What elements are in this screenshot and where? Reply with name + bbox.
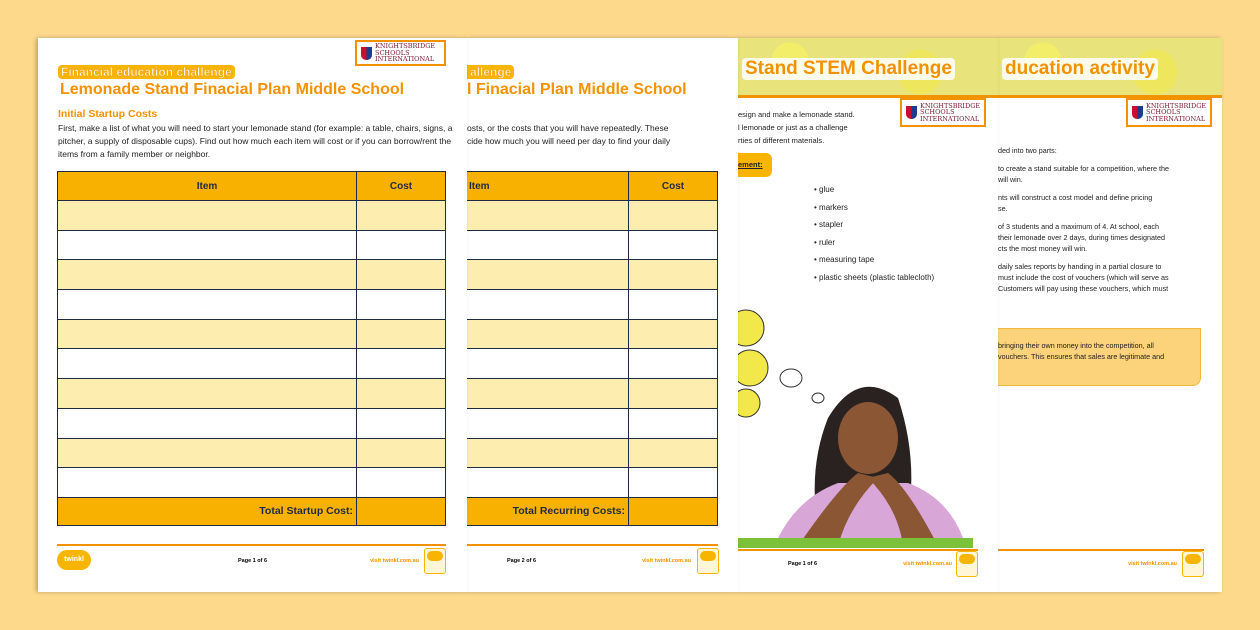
cost-cell[interactable] <box>629 319 718 349</box>
cost-cell[interactable] <box>629 379 718 409</box>
visit-link[interactable]: visit twinkl.com.au <box>642 558 691 564</box>
paragraph-line: their lemonade over 2 days, during times designated <box>998 233 1166 242</box>
cost-cell[interactable] <box>629 468 718 498</box>
page-2-preview[interactable] <box>467 38 738 592</box>
paragraph-line: of 3 students and a maximum of 4. At school, each <box>998 222 1160 231</box>
shield-icon <box>1132 106 1143 119</box>
note-box <box>998 328 1201 386</box>
page-number: Page 2 of 6 <box>507 558 537 564</box>
note-line: vouchers. This ensures that sales are legitimate and <box>998 352 1165 361</box>
footer-divider <box>998 549 1204 551</box>
item-cell[interactable] <box>467 438 629 468</box>
section-heading: Initial Startup Costs <box>58 108 158 120</box>
total-cost-cell[interactable] <box>629 497 718 525</box>
paragraph-line: must include the cost of vouchers (which will serve as <box>998 273 1169 282</box>
item-cell[interactable] <box>467 379 629 409</box>
paragraph-line: will win. <box>998 175 1023 184</box>
cost-cell[interactable] <box>629 438 718 468</box>
item-cell[interactable] <box>58 468 357 498</box>
total-label: Total Recurring Costs: <box>467 497 629 525</box>
subtitle: Financial education challenge <box>58 65 235 79</box>
header-cost: Cost <box>629 172 718 201</box>
item-cell[interactable] <box>58 379 357 409</box>
twinkl-logo: twinkl <box>57 550 91 570</box>
material-item: • plastic sheets (plastic tablecloth) <box>814 269 934 287</box>
header-cost: Cost <box>357 172 446 201</box>
paragraph-line: nts will construct a cost model and define pricing <box>998 193 1153 202</box>
page-1-preview[interactable] <box>38 38 467 592</box>
paragraph-line: cts the most money will win. <box>998 244 1088 253</box>
total-label: Total Startup Cost: <box>58 497 357 525</box>
item-cell[interactable] <box>58 408 357 438</box>
cost-cell[interactable] <box>357 408 446 438</box>
shield-icon <box>361 47 372 60</box>
school-logo: KNIGHTSBRIDGE SCHOOLS INTERNATIONAL <box>355 40 446 66</box>
materials-list <box>814 181 934 286</box>
footer-divider <box>467 544 718 546</box>
girl-thinking-illustration <box>738 298 998 548</box>
badge-icon <box>424 548 446 574</box>
item-cell[interactable] <box>58 201 357 231</box>
cost-cell[interactable] <box>629 230 718 260</box>
shield-icon <box>906 106 917 119</box>
page-title: Stand STEM Challenge <box>742 58 955 80</box>
page-title: l Finacial Plan Middle School <box>467 81 687 98</box>
page-title: ducation activity <box>1002 58 1158 80</box>
cost-cell[interactable] <box>629 201 718 231</box>
intro-line: esign and make a lemonade stand. <box>738 110 855 119</box>
footer-divider <box>57 544 446 546</box>
visit-link[interactable]: visit twinkl.com.au <box>903 561 952 567</box>
item-cell[interactable] <box>58 438 357 468</box>
badge-icon <box>956 551 978 577</box>
cost-cell[interactable] <box>629 290 718 320</box>
paragraph-line: to create a stand suitable for a competition, where the <box>998 164 1170 173</box>
item-cell[interactable] <box>467 260 629 290</box>
cost-cell[interactable] <box>357 438 446 468</box>
item-cell[interactable] <box>58 260 357 290</box>
material-item: • ruler <box>814 234 934 252</box>
item-cell[interactable] <box>467 201 629 231</box>
cost-cell[interactable] <box>357 379 446 409</box>
item-cell[interactable] <box>58 230 357 260</box>
visit-link[interactable]: visit twinkl.com.au <box>1128 561 1177 567</box>
item-cell[interactable] <box>58 319 357 349</box>
instructions-line: cide how much you will need per day to find your daily <box>467 136 671 146</box>
cost-cell[interactable] <box>357 260 446 290</box>
item-cell[interactable] <box>467 349 629 379</box>
cost-cell[interactable] <box>357 468 446 498</box>
paragraph: ded into two parts: <box>998 146 1057 155</box>
footer-divider <box>738 549 978 551</box>
item-cell[interactable] <box>467 319 629 349</box>
note-line: bringing their own money into the competition, all <box>998 341 1154 350</box>
startup-cost-table <box>57 171 446 526</box>
intro-line: rties of different materials. <box>738 136 825 145</box>
instructions: First, make a list of what you will need to start your lemonade stand (for example: a table, chairs, signs, a pitcher, a supply of disposable cups). Find out how much each item will cost or if you can borrow/rent the items from a family member or neighbor. <box>58 123 453 159</box>
item-cell[interactable] <box>58 349 357 379</box>
material-item: • measuring tape <box>814 251 934 269</box>
instructions-line: osts, or the costs that you will have repeatedly. These <box>467 123 669 133</box>
material-item: • markers <box>814 199 934 217</box>
activity-description <box>998 145 1169 294</box>
badge-icon <box>697 548 719 574</box>
cost-cell[interactable] <box>629 260 718 290</box>
material-item: • stapler <box>814 216 934 234</box>
paragraph-line: daily sales reports by handing in a partial closure to <box>998 262 1162 271</box>
materials-tab: ement: <box>738 153 772 177</box>
cost-cell[interactable] <box>357 230 446 260</box>
total-cost-cell[interactable] <box>357 497 446 525</box>
cost-cell[interactable] <box>629 349 718 379</box>
intro-line: l lemonade or just as a challenge <box>738 123 848 132</box>
paragraph-line: se. <box>998 204 1008 213</box>
visit-link[interactable]: visit twinkl.com.au <box>370 558 419 564</box>
cost-cell[interactable] <box>357 349 446 379</box>
page-number: Page 1 of 6 <box>238 558 268 564</box>
cost-cell[interactable] <box>629 408 718 438</box>
item-cell[interactable] <box>467 290 629 320</box>
material-item: • glue <box>814 181 934 199</box>
page-3-preview[interactable] <box>738 38 998 592</box>
paragraph-line: Customers will pay using these vouchers, which must <box>998 284 1169 293</box>
item-cell[interactable] <box>58 290 357 320</box>
cost-cell[interactable] <box>357 319 446 349</box>
header-item: Item <box>467 172 629 201</box>
subtitle: allenge <box>467 65 514 79</box>
recurring-cost-table <box>467 171 718 526</box>
page-title: Lemonade Stand Finacial Plan Middle School <box>60 81 405 98</box>
item-cell[interactable] <box>467 230 629 260</box>
item-cell[interactable] <box>467 408 629 438</box>
header-item: Item <box>58 172 357 201</box>
cost-cell[interactable] <box>357 201 446 231</box>
cost-cell[interactable] <box>357 290 446 320</box>
badge-icon <box>1182 551 1204 577</box>
school-logo: KNIGHTSBRIDGE SCHOOLS INTERNATIONAL <box>900 98 986 127</box>
page-4-preview[interactable] <box>998 38 1222 592</box>
school-logo: KNIGHTSBRIDGE SCHOOLS INTERNATIONAL <box>1126 98 1212 127</box>
page-number: Page 1 of 6 <box>788 561 818 567</box>
item-cell[interactable] <box>467 468 629 498</box>
